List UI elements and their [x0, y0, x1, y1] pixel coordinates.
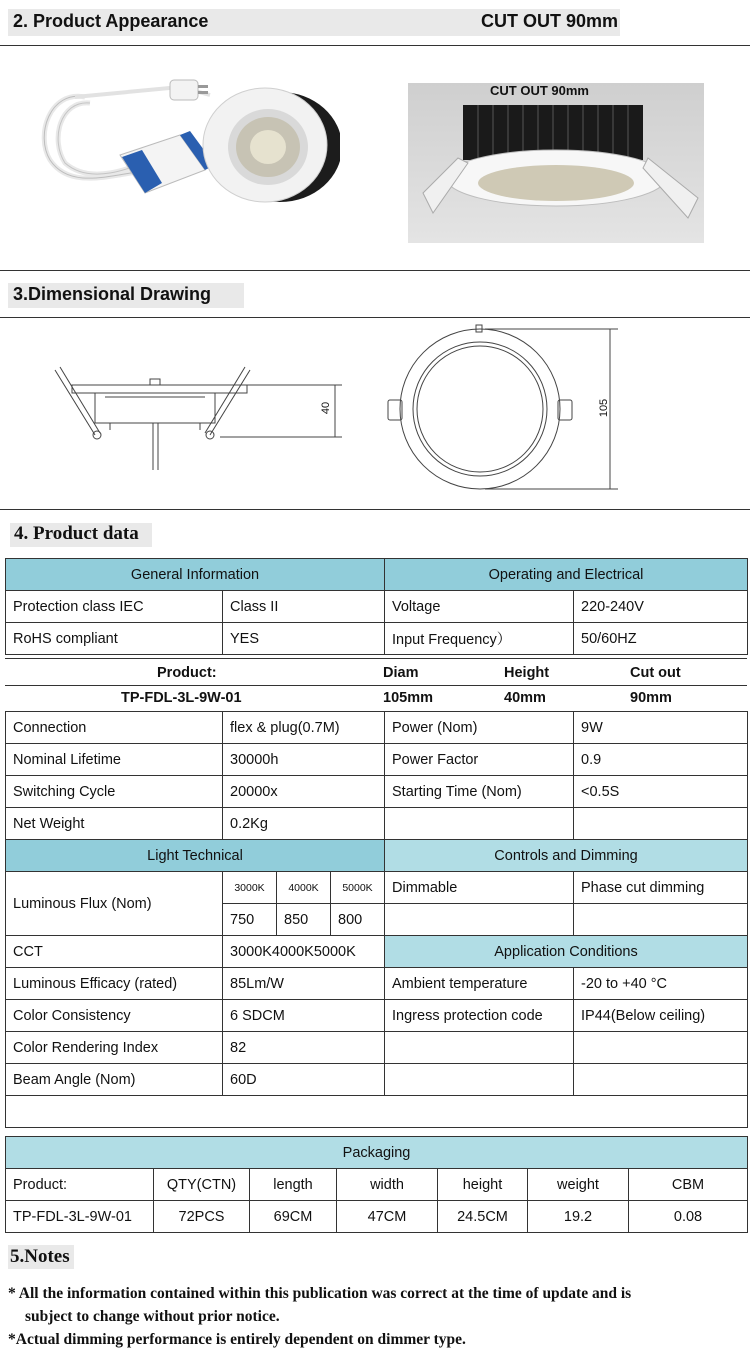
appearance-title: 2. Product Appearance: [13, 11, 209, 31]
note-line: *Actual dimming performance is entirely dependent on dimmer type.: [8, 1331, 466, 1348]
dim-height-label: 40: [320, 401, 333, 415]
cell: Class II: [223, 591, 385, 623]
diam-value: 105mm: [383, 690, 433, 706]
cell: height: [438, 1169, 528, 1201]
cell: Color Consistency: [6, 1000, 223, 1032]
cell: flex & plug(0.7M): [223, 712, 385, 744]
data-title: 4. Product data: [14, 523, 139, 544]
cell: Dimmable: [385, 872, 574, 904]
table-row: [6, 1000, 748, 1032]
controls-dimming-header: Controls and Dimming: [385, 840, 748, 872]
cell: TP-FDL-3L-9W-01: [6, 1201, 154, 1233]
cell: [574, 1064, 748, 1096]
dim-diameter-label: 105: [598, 398, 611, 418]
cell: length: [250, 1169, 337, 1201]
table-row: [6, 744, 748, 776]
cell: 0.08: [629, 1201, 748, 1233]
divider: [0, 509, 750, 510]
packaging-table: [5, 1136, 748, 1233]
cell: YES: [223, 623, 385, 655]
cell: Luminous Efficacy (rated): [6, 968, 223, 1000]
cell: 5000K: [331, 872, 385, 904]
cell: 50/60HZ: [574, 623, 748, 655]
cell: Color Rendering Index: [6, 1032, 223, 1064]
cell: Connection: [6, 712, 223, 744]
cell: 60D: [223, 1064, 385, 1096]
cell: Net Weight: [6, 808, 223, 840]
cell: 750: [223, 904, 277, 936]
height-value: 40mm: [504, 690, 546, 706]
cell: 3000K: [223, 872, 277, 904]
table-row: [6, 1169, 748, 1201]
table-row: [6, 591, 748, 623]
specs-table: [5, 711, 748, 1128]
cell: [574, 1032, 748, 1064]
product-values: [5, 690, 747, 710]
cell: weight: [528, 1169, 629, 1201]
table-row: [6, 623, 748, 655]
cell: Switching Cycle: [6, 776, 223, 808]
cell: 850: [277, 904, 331, 936]
cell: Phase cut dimming: [574, 872, 748, 904]
cell: Luminous Flux (Nom): [6, 872, 223, 936]
general-header: General Information: [6, 559, 385, 591]
cell: <0.5S: [574, 776, 748, 808]
cell: 72PCS: [154, 1201, 250, 1233]
cell: Starting Time (Nom): [385, 776, 574, 808]
cell: CBM: [629, 1169, 748, 1201]
notes-list: [8, 1282, 748, 1351]
table-row: [6, 776, 748, 808]
divider: [0, 270, 750, 271]
general-table: [5, 558, 748, 655]
cutout-label: Cut out: [630, 665, 681, 681]
light-technical-header: Light Technical: [6, 840, 385, 872]
product-bar: [5, 665, 747, 685]
divider: [0, 45, 750, 46]
application-header: Application Conditions: [385, 936, 748, 968]
cell: 82: [223, 1032, 385, 1064]
cell: [385, 904, 574, 936]
table-row: [6, 936, 748, 968]
table-row: [6, 1032, 748, 1064]
cell: 30000h: [223, 744, 385, 776]
table-row: [6, 808, 748, 840]
appearance-cutout-label: CUT OUT 90mm: [481, 11, 619, 31]
table-row: [6, 1201, 748, 1233]
cell: 0.2Kg: [223, 808, 385, 840]
product-bar-line: [5, 685, 747, 686]
cell: Nominal Lifetime: [6, 744, 223, 776]
height-label: Height: [504, 665, 550, 681]
product-photo: [30, 75, 340, 225]
photo-caption: CUT OUT 90mm: [490, 83, 589, 98]
side-view-drawing: [50, 355, 350, 495]
table-row: [6, 872, 748, 904]
packaging-header: Packaging: [6, 1137, 748, 1169]
cell: Ambient temperature: [385, 968, 574, 1000]
cell: width: [337, 1169, 438, 1201]
cell: Power Factor: [385, 744, 574, 776]
table-row: [6, 1096, 748, 1128]
product-label: Product:: [157, 665, 217, 681]
top-view-drawing: [380, 322, 620, 497]
cell: Voltage: [385, 591, 574, 623]
cell: CCT: [6, 936, 223, 968]
divider: [0, 317, 750, 318]
cell: 6 SDCM: [223, 1000, 385, 1032]
cell: 19.2: [528, 1201, 629, 1233]
cell: 24.5CM: [438, 1201, 528, 1233]
cell: [574, 904, 748, 936]
cell: Product:: [6, 1169, 154, 1201]
cell: 85Lm/W: [223, 968, 385, 1000]
cell: 0.9: [574, 744, 748, 776]
cell: Ingress protection code: [385, 1000, 574, 1032]
cell: IP44(Below ceiling): [574, 1000, 748, 1032]
notes-title: 5.Notes: [10, 1246, 70, 1267]
product-bar-line: [5, 658, 747, 659]
cell: 47CM: [337, 1201, 438, 1233]
cell: 3000K4000K5000K: [223, 936, 385, 968]
installation-photo: [408, 83, 704, 243]
cell: 800: [331, 904, 385, 936]
cell: 220-240V: [574, 591, 748, 623]
product-code: TP-FDL-3L-9W-01: [121, 690, 242, 706]
cell: QTY(CTN): [154, 1169, 250, 1201]
table-row: [6, 968, 748, 1000]
cell: 4000K: [277, 872, 331, 904]
diam-label: Diam: [383, 665, 419, 681]
cell: [574, 808, 748, 840]
spacer-cell: [6, 1096, 748, 1128]
note-line: subject to change without prior notice.: [25, 1308, 280, 1325]
cell: Power (Nom): [385, 712, 574, 744]
operating-header: Operating and Electrical: [385, 559, 748, 591]
cell: [385, 808, 574, 840]
note-line: * All the information contained within this publication was correct at the time of update and is: [8, 1285, 632, 1302]
cell: -20 to +40 °C: [574, 968, 748, 1000]
cell: 20000x: [223, 776, 385, 808]
drawing-title: 3.Dimensional Drawing: [13, 284, 212, 304]
table-row: [6, 712, 748, 744]
cell: 9W: [574, 712, 748, 744]
cell: 69CM: [250, 1201, 337, 1233]
cutout-value: 90mm: [630, 690, 672, 706]
cell: Input Frequency）: [385, 623, 574, 655]
cell: Beam Angle (Nom): [6, 1064, 223, 1096]
cell: Protection class IEC: [6, 591, 223, 623]
cell: RoHS compliant: [6, 623, 223, 655]
cell: [385, 1064, 574, 1096]
table-row: [6, 1064, 748, 1096]
cell: [385, 1032, 574, 1064]
